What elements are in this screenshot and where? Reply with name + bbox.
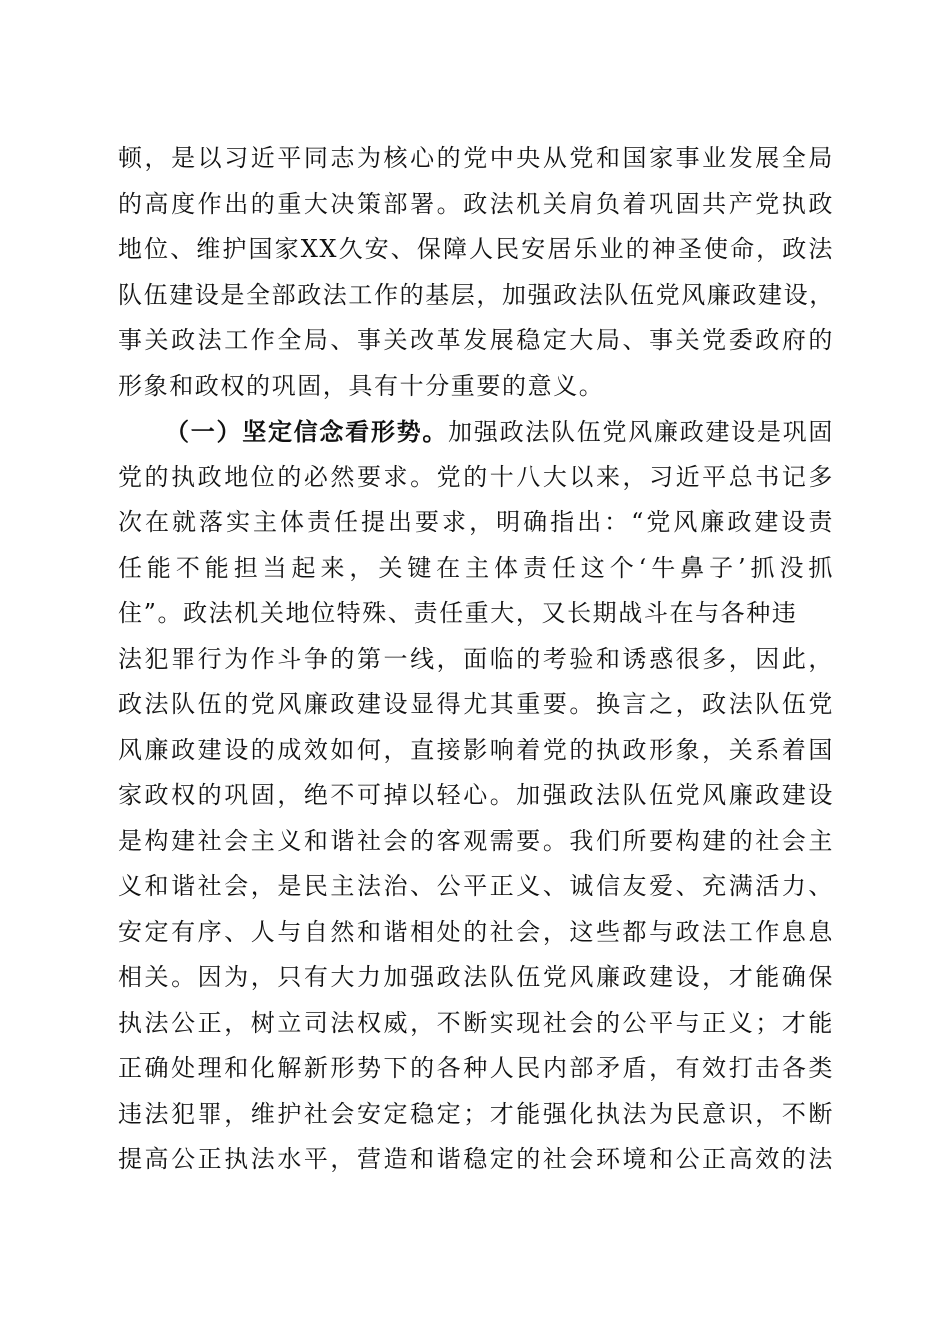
paragraph-2-line-13: 相关。因为，只有大力加强政法队伍党风廉政建设，才能确保 bbox=[118, 963, 834, 991]
paragraph-2-line-7: 政法队伍的党风廉政建设显得尤其重要。换言之，政法队伍党 bbox=[118, 690, 834, 718]
paragraph-2-line-12: 安定有序、人与自然和谐相处的社会，这些都与政法工作息息 bbox=[118, 917, 834, 946]
paragraph-2-line-5: 住”。政法机关地位特殊、责任重大，又长期战斗在与各种违 bbox=[118, 599, 798, 627]
paragraph-2-line-17: 提高公正执法水平，营造和谐稳定的社会环境和公正高效的法 bbox=[118, 1145, 834, 1173]
paragraph-2-line-16: 违法犯罪，维护社会安定稳定；才能强化执法为民意识，不断 bbox=[118, 1099, 834, 1128]
paragraph-2-line-10: 是构建社会主义和谐社会的客观需要。我们所要构建的社会主 bbox=[118, 826, 834, 855]
paragraph-1-line-6: 形象和政权的巩固，具有十分重要的意义。 bbox=[118, 371, 605, 400]
section-heading: （一）坚定信念看形势。 bbox=[165, 417, 449, 446]
paragraph-1-line-5: 事关政法工作全局、事关改革发展稳定大局、事关党委政府的 bbox=[118, 326, 834, 354]
paragraph-1-line-1: 顿，是以习近平同志为核心的党中央从党和国家事业发展全局 bbox=[118, 144, 834, 172]
paragraph-2-line-1 bbox=[118, 409, 834, 455]
paragraph-2-line-1-text: 加强政法队伍党风廉政建设是巩固 bbox=[448, 418, 834, 446]
paragraph-2-line-6: 法犯罪行为作斗争的第一线，面临的考验和诱惑很多，因此， bbox=[118, 644, 834, 673]
paragraph-1 bbox=[118, 136, 834, 409]
paragraph-2-line-8: 风廉政建设的成效如何，直接影响着党的执政形象，关系着国 bbox=[118, 735, 834, 764]
document-body bbox=[118, 136, 834, 1183]
paragraph-2-line-4: 任能不能担当起来，关键在主体责任这个‘牛鼻子’抓没抓 bbox=[118, 553, 834, 582]
paragraph-1-line-3: 地位、维护国家XX久安、保障人民安居乐业的神圣使命，政法 bbox=[118, 235, 834, 263]
paragraph-2-line-9: 家政权的巩固，绝不可掉以轻心。加强政法队伍党风廉政建设 bbox=[118, 781, 834, 809]
paragraph-2-line-3: 次在就落实主体责任提出要求，明确指出：“党风廉政建设责 bbox=[118, 508, 834, 536]
paragraph-2 bbox=[118, 409, 834, 1183]
paragraph-2-line-11: 义和谐社会，是民主法治、公平正义、诚信友爱、充满活力、 bbox=[118, 872, 834, 900]
paragraph-2-line-15: 正确处理和化解新形势下的各种人民内部矛盾，有效打击各类 bbox=[118, 1054, 834, 1082]
paragraph-2-line-2: 党的执政地位的必然要求。党的十八大以来，习近平总书记多 bbox=[118, 462, 834, 491]
paragraph-1-line-2: 的高度作出的重大决策部署。政法机关肩负着巩固共产党执政 bbox=[118, 189, 834, 218]
paragraph-2-line-14: 执法公正，树立司法权威，不断实现社会的公平与正义；才能 bbox=[118, 1008, 834, 1037]
paragraph-1-line-4: 队伍建设是全部政法工作的基层，加强政法队伍党风廉政建设， bbox=[118, 280, 835, 309]
